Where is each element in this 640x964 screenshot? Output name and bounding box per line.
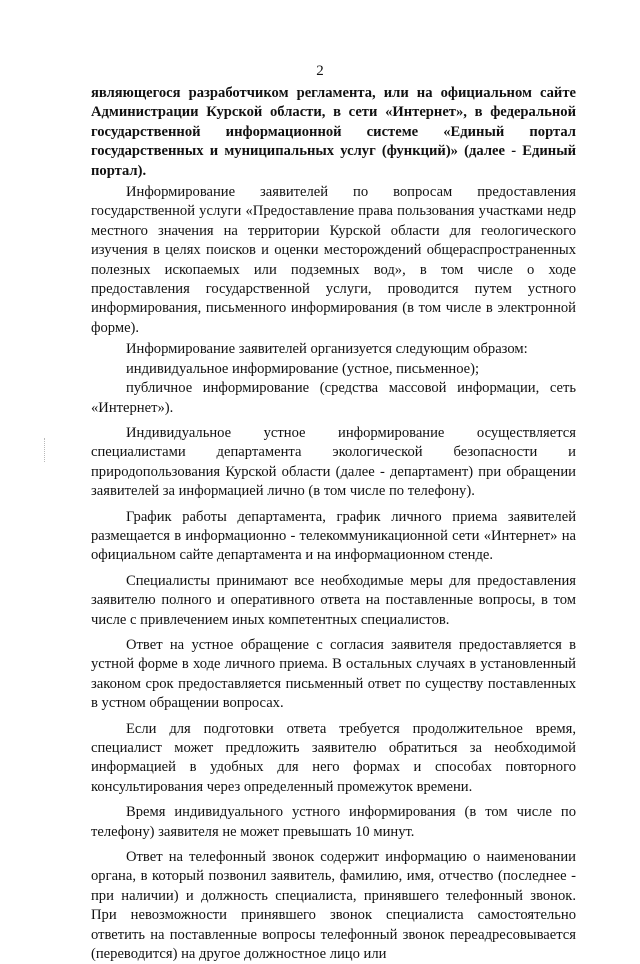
paragraph-phone-call-response: Ответ на телефонный звонок содержит информацию о наименовании органа, в который позвонил заявитель, фамилию, имя, отчество (последнее - при наличии) и должность специалиста, принявшего телефонный звонок. При невозможности принявшего звонок специалиста самостоятельно ответить на поставленные вопросы телефонный звонок переадресовывается (переводится) на другое должностное лицо или	[91, 849, 576, 963]
paragraph-time-limit: Время индивидуального устного информирования (в том числе по телефону) заявителя не может превышать 10 минут.	[91, 804, 576, 840]
page-number: 2	[316, 63, 324, 79]
paragraph-specialists-measures: Специалисты принимают все необходимые меры для предоставления заявителю полного и оперативного ответа на поставленные вопросы, в том числе с привлечением иных компетентных специалистов.	[91, 572, 576, 628]
paragraph-informing-methods: Информирование заявителей по вопросам предоставления государственной услуги «Предоставление права пользования участками недр местного значения на территории Курской области для геологического изучения в целях поисков и оценки месторождений общераспространенных полезных ископаемых или подземных вод», в том числе о ходе предоставления государственной услуги, проводится путем устного информирования, письменного информирования (в том числе в электронной форме).	[91, 184, 576, 336]
list-item-individual-informing: индивидуальное информирование (устное, письменное);	[126, 360, 480, 377]
paragraph-individual-oral-informing: Индивидуальное устное информирование осуществляется специалистами департамента экологической безопасности и природопользования Курской области (далее - департамент) при обращении заявителей за информацией лично (в том числе по телефону).	[91, 424, 576, 500]
paragraph-long-preparation: Если для подготовки ответа требуется продолжительное время, специалист может предложить заявителю обратиться за необходимой информацией в удобных для него формах и способах повторного консультирования через определенный промежуток времени.	[91, 720, 576, 795]
paragraph-work-schedule: График работы департамента, график личного приема заявителей размещается в информационно - телекоммуникационной сети «Интернет» на официальном сайте департамента и на информационном стенде.	[91, 508, 576, 564]
document-body	[91, 84, 576, 964]
paragraph-portal-continuation: являющегося разработчиком регламента, или на официальном сайте Администрации Курской области, в сети «Интернет», в федеральной государственной информационной системе «Единый портал государственных и муниципальных услуг (функций)» (далее - Единый портал).	[91, 85, 576, 179]
list-item-public-informing: публичное информирование (средства массовой информации, сеть «Интернет»).	[91, 380, 576, 416]
paragraph-informing-organization: Информирование заявителей организуется следующим образом:	[126, 341, 528, 358]
paragraph-oral-response: Ответ на устное обращение с согласия заявителя предоставляется в устной форме в ходе личного приема. В остальных случаях в установленный законом срок предоставляется письменный ответ по существу поставленных в устном обращении вопросах.	[91, 636, 576, 712]
margin-scan-mark	[44, 438, 46, 462]
